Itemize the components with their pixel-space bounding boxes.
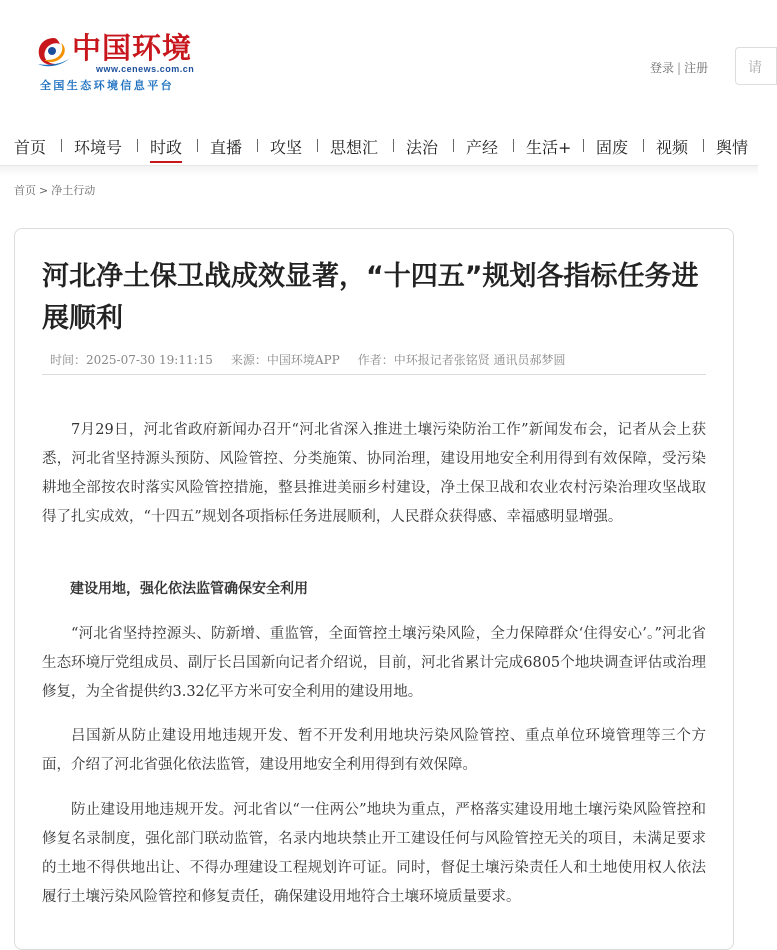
nav-item-law[interactable]: 法治 (406, 138, 439, 157)
article-subheading: 建设用地，强化依法监管确保安全利用 (70, 581, 308, 597)
logo-swirl-icon (34, 34, 74, 68)
nav-separator (137, 139, 138, 152)
article-paragraph: “河北省坚持控源头、防新增、重监管，全面管控土壤污染风险，全力保障群众‘住得安心’。”河北省生态环境厅党组成员、副厅长吕国新向记者介绍说，目前，河北省累计完成6805个地块调查评估或治理修复，为全省提供约3.32亿平方米可安全利用的建设用地。 (42, 626, 706, 700)
nav-item-campaign[interactable]: 攻坚 (270, 138, 303, 157)
breadcrumb-separator: > (39, 184, 49, 197)
article-source: 来源：中国环境APP (230, 353, 340, 367)
logo-url: www.cenews.com.cn (96, 64, 195, 74)
nav-item-solid-waste[interactable]: 固废 (596, 138, 629, 157)
nav-separator (453, 139, 454, 152)
article-author: 作者：中环报记者张铭贤 通讯员郝梦圆 (357, 353, 566, 367)
main-nav (0, 123, 758, 166)
nav-separator (703, 139, 704, 152)
site-logo[interactable] (34, 32, 204, 94)
article-time: 时间：2025-07-30 19:11:15 (50, 353, 213, 367)
auth-links (650, 59, 708, 76)
article-paragraph: 7月29日，河北省政府新闻办召开“河北省深入推进土壤污染防治工作”新闻发布会，记者从会上获悉，河北省坚持源头预防、风险管控、分类施策、协同治理，建设用地安全利用得到有效保障，受污染耕地全部按农时落实风险管控措施，整县推进美丽乡村建设，净土保卫战和农业农村污染治理攻坚战取得了扎实成效，“十四五”规划各项指标任务进展顺利，人民群众获得感、幸福感明显增强。 (42, 422, 706, 525)
nav-item-video[interactable]: 视频 (656, 138, 689, 157)
nav-item-politics[interactable]: 时政 (150, 135, 182, 163)
site-header (0, 0, 762, 122)
register-link[interactable]: 注册 (684, 61, 709, 75)
logo-title: 中国环境 (72, 33, 193, 65)
nav-separator (61, 139, 62, 152)
search-input[interactable] (735, 47, 777, 85)
article-title: 河北净土保卫战成效显著，“十四五”规划各指标任务进展顺利 (42, 261, 699, 334)
nav-item-ideas[interactable]: 思想汇 (330, 138, 379, 157)
nav-shadow (0, 166, 758, 176)
nav-separator (197, 139, 198, 152)
nav-separator (513, 139, 514, 152)
nav-separator (393, 139, 394, 152)
nav-item-live[interactable]: 直播 (210, 138, 243, 157)
nav-item-home[interactable]: 首页 (14, 138, 47, 157)
nav-separator (317, 139, 318, 152)
article-paragraph: 吕国新从防止建设用地违规开发、暂不开发利用地块污染风险管控、重点单位环境管理等三个方面，介绍了河北省强化依法监管，建设用地安全利用得到有效保障。 (42, 728, 706, 773)
auth-separator: | (677, 61, 682, 75)
logo-slogan: 全国生态环境信息平台 (40, 79, 174, 92)
nav-item-industry[interactable]: 产经 (466, 138, 499, 157)
nav-item-life[interactable]: 生活+ (526, 138, 572, 157)
breadcrumb (14, 182, 95, 198)
breadcrumb-home[interactable]: 首页 (14, 184, 36, 197)
login-link[interactable]: 登录 (650, 61, 675, 75)
nav-separator (583, 139, 584, 152)
meta-divider (42, 374, 706, 375)
search-placeholder: 请 (748, 60, 762, 76)
article-meta (50, 351, 584, 368)
nav-item-env-account[interactable]: 环境号 (74, 138, 123, 157)
nav-separator (643, 139, 644, 152)
article-paragraph: 防止建设用地违规开发。河北省以“一住两公”地块为重点，严格落实建设用地土壤污染风险管控和修复名录制度，强化部门联动监管，名录内地块禁止开工建设任何与风险管控无关的项目，未满足要求的土地不得供地出让、不得办理建设工程规划许可证。同时，督促土壤污染责任人和土地使用权人依法履行土壤污染风险管控和修复责任，确保建设用地符合土壤环境质量要求。 (42, 802, 706, 905)
breadcrumb-current[interactable]: 净土行动 (51, 184, 96, 197)
nav-separator (257, 139, 258, 152)
nav-item-opinion[interactable]: 舆情 (716, 138, 749, 157)
